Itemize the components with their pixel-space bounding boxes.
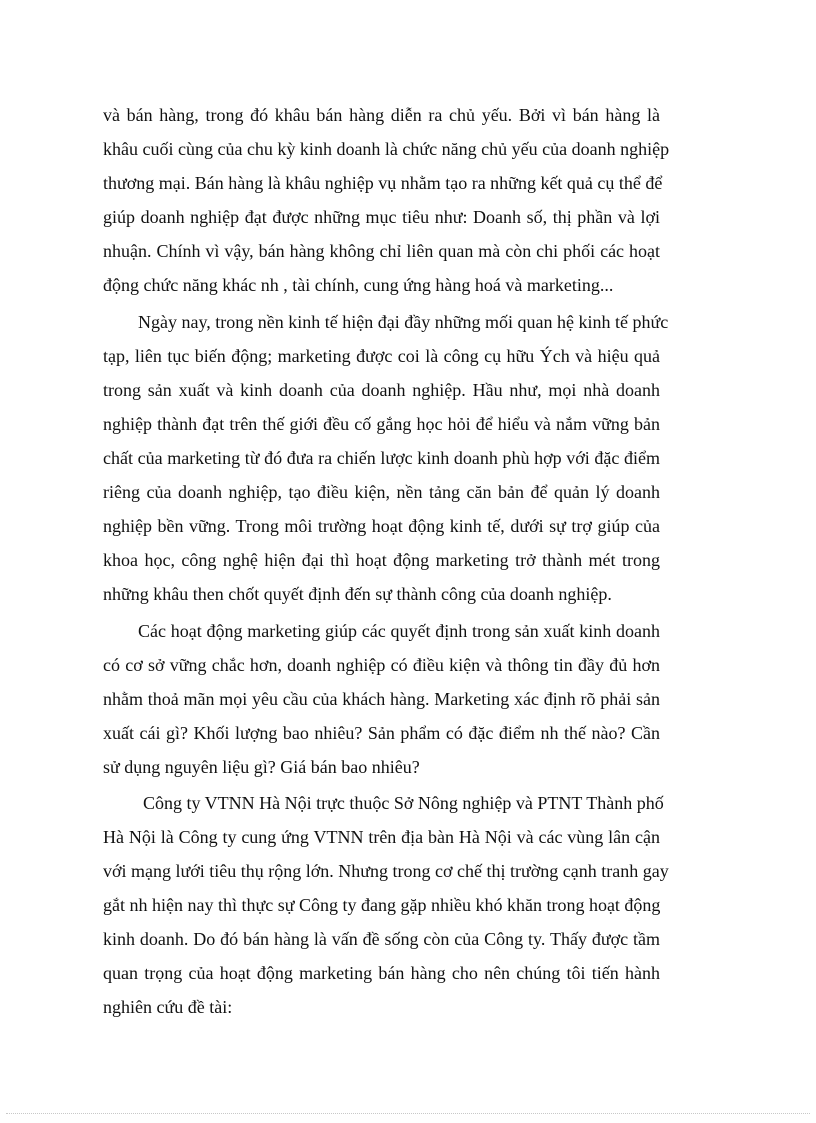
text-line: gắt nh hiện nay thì thực sự Công ty đang gặp nhiều khó khăn trong hoạt động bbox=[103, 895, 661, 915]
text-line: thương mại. Bán hàng là khâu nghiệp vụ nhằm tạo ra những kết quả cụ thể để bbox=[103, 173, 663, 193]
text-line: giúp doanh nghiệp đạt được những mục tiêu như: Doanh số, thị phần và lợi bbox=[103, 207, 660, 227]
text-line: có cơ sở vững chắc hơn, doanh nghiệp có điều kiện và thông tin đầy đủ hơn bbox=[103, 655, 660, 675]
text-line: nghiên cứu đề tài: bbox=[103, 997, 233, 1017]
text-line: kinh doanh. Do đó bán hàng là vấn đề sống còn của Công ty. Thấy được tầm bbox=[103, 929, 660, 949]
text-line: xuất cái gì? Khối lượng bao nhiêu? Sản phẩm có đặc điểm nh thế nào? Cần bbox=[103, 723, 660, 743]
text-line: nhuận. Chính vì vậy, bán hàng không chỉ liên quan mà còn chi phối các hoạt bbox=[103, 241, 660, 261]
text-line: tạp, liên tục biến động; marketing được coi là công cụ hữu Ých và hiệu quả bbox=[103, 346, 660, 366]
text-line: riêng của doanh nghiệp, tạo điều kiện, nền tảng căn bản để quản lý doanh bbox=[103, 482, 660, 502]
text-line: Các hoạt động marketing giúp các quyết định trong sản xuất kinh doanh bbox=[138, 621, 660, 641]
text-line: trong sản xuất và kinh doanh của doanh nghiệp. Hầu như, mọi nhà doanh bbox=[103, 380, 660, 400]
text-line: khoa học, công nghệ hiện đại thì hoạt động marketing trở thành mét trong bbox=[103, 550, 660, 570]
text-line: nghiệp bền vững. Trong môi trường hoạt động kinh tế, dưới sự trợ giúp của bbox=[103, 516, 660, 536]
text-line: động chức năng khác nh , tài chính, cung ứng hàng hoá và marketing... bbox=[103, 275, 614, 295]
text-line: nghiệp thành đạt trên thế giới đều cố gắng học hỏi để hiểu và nắm vững bản bbox=[103, 414, 660, 434]
text-line: khâu cuối cùng của chu kỳ kinh doanh là chức năng chủ yếu của doanh nghiệp bbox=[103, 139, 670, 159]
text-line: sử dụng nguyên liệu gì? Giá bán bao nhiêu? bbox=[103, 757, 420, 777]
text-line: nhằm thoả mãn mọi yêu cầu của khách hàng. Marketing xác định rõ phải sản bbox=[103, 689, 660, 709]
text-line: với mạng lưới tiêu thụ rộng lớn. Nhưng trong cơ chế thị trường cạnh tranh gay bbox=[103, 861, 669, 881]
text-line: chất của marketing từ đó đưa ra chiến lược kinh doanh phù hợp với đặc điểm bbox=[103, 448, 660, 468]
text-line: và bán hàng, trong đó khâu bán hàng diễn ra chủ yếu. Bởi vì bán hàng là bbox=[103, 105, 660, 125]
text-line: Ngày nay, trong nền kinh tế hiện đại đầy những mối quan hệ kinh tế phức bbox=[138, 312, 669, 332]
text-line: quan trọng của hoạt động marketing bán hàng cho nên chúng tôi tiến hành bbox=[103, 963, 660, 983]
page-bottom-divider bbox=[6, 1113, 810, 1114]
text-line: Hà Nội là Công ty cung ứng VTNN trên địa bàn Hà Nội và các vùng lân cận bbox=[103, 827, 660, 847]
text-line: Công ty VTNN Hà Nội trực thuộc Sở Nông nghiệp và PTNT Thành phố bbox=[143, 793, 664, 813]
text-line: những khâu then chốt quyết định đến sự thành công của doanh nghiệp. bbox=[103, 584, 612, 604]
